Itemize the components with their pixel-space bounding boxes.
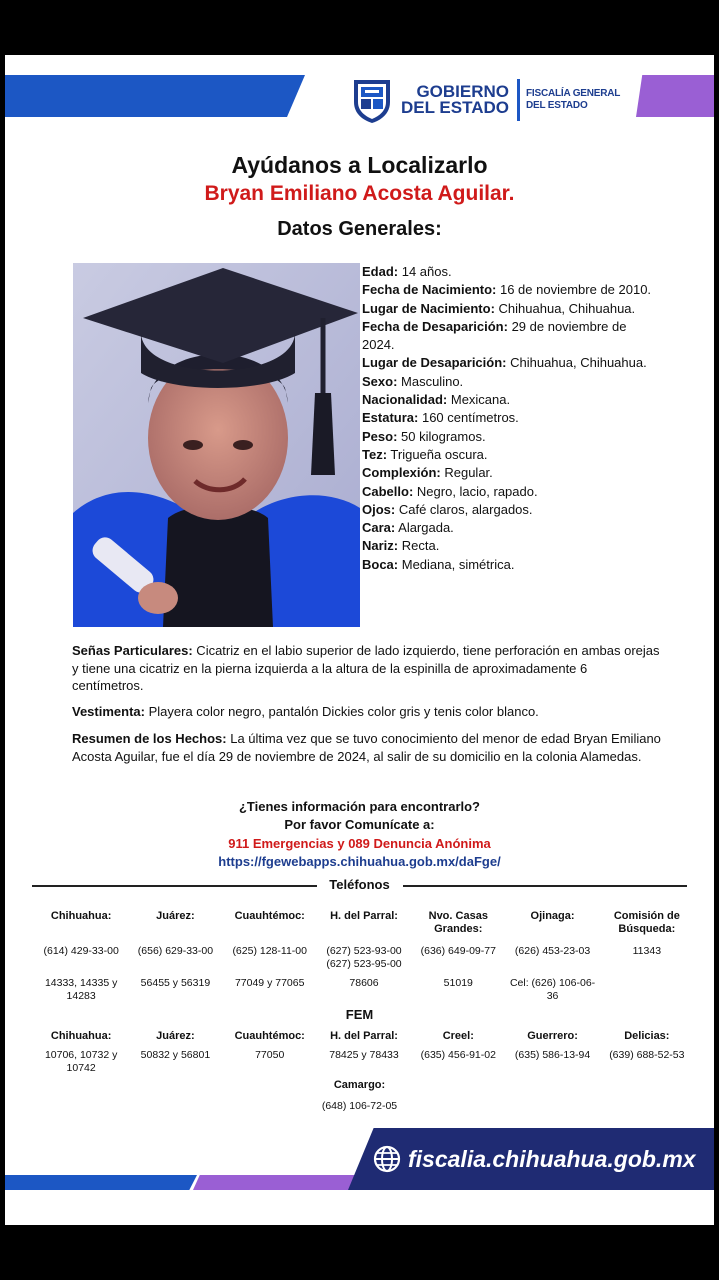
missing-person-name: Bryan Emiliano Acosta Aguilar. (204, 182, 515, 205)
clothing: Vestimenta: Playera color negro, pantalón Dickies color gris y tenis color blanco. (72, 704, 539, 719)
detail-birth-place: Lugar de Nacimiento: Chihuahua, Chihuahua. (362, 300, 636, 316)
poster-title: Ayúdanos a Localizarlo (231, 152, 488, 178)
detail-mouth: Boca: Mediana, simétrica. (362, 556, 515, 572)
fem-number: 78425 y 78433 (329, 1049, 399, 1061)
fem-city-header: Cuauhtémoc: (234, 1030, 305, 1042)
fem-number: (639) 688-52-53 (609, 1049, 685, 1061)
phone-number: (626) 453-23-03 (514, 945, 591, 957)
phone-city-header: Chihuahua: (50, 910, 112, 922)
phone-city-header: Cuauhtémoc: (234, 910, 305, 922)
contact-question: ¿Tienes información para encontrarlo? (238, 799, 481, 814)
detail-build: Complexión: Regular. (362, 465, 493, 481)
phone-city-header: H. del Parral: (330, 910, 398, 922)
missing-person-poster (5, 55, 714, 1225)
phone-number: (656) 629-33-00 (137, 945, 214, 957)
fem-number: 77050 (255, 1049, 285, 1061)
fem-city-header: Delicias: (624, 1030, 670, 1042)
section-subtitle: Datos Generales: (277, 218, 442, 240)
footer-purple-stripe (193, 1175, 363, 1190)
government-logo (351, 75, 620, 125)
phone-city-header: Nvo. Casas Grandes: (428, 910, 488, 935)
fge-line1: FISCALÍA GENERAL (526, 88, 621, 99)
state-shield-icon (351, 76, 393, 124)
phone-number: (636) 649-09-77 (420, 945, 496, 957)
footer-blue-stripe (5, 1175, 197, 1190)
detail-height: Estatura: 160 centímetros. (362, 410, 519, 426)
phones-ext-row (34, 977, 694, 1003)
fem-number: 10706, 10732 y 10742 (44, 1049, 118, 1074)
fem-number: (635) 456-91-02 (420, 1049, 496, 1061)
camargo-phone: (648) 106-72-05 (321, 1100, 398, 1112)
header-blue-stripe (5, 75, 305, 117)
report-link[interactable]: https://fgewebapps.chihuahua.gob.mx/daFge/ (218, 854, 501, 869)
website-text[interactable]: fiscalia.chihuahua.gob.mx (408, 1145, 696, 1172)
phone-city-header: Ojinaga: (530, 910, 575, 922)
facts-summary: Resumen de los Hechos: La última vez que se tuvo conocimiento del menor de edad Bryan Emiliano Acosta Aguilar, fue el día 29 de noviembre de 2024, al salir de su domicilio en la colonia Alamedas. (72, 731, 661, 764)
fem-city-header: H. del Parral: (330, 1030, 398, 1042)
phone-extension (600, 977, 694, 1003)
detail-hair: Cabello: Negro, lacio, rapado. (362, 483, 538, 499)
detail-weight: Peso: 50 kilogramos. (362, 428, 486, 444)
phones-row (34, 945, 694, 971)
phone-extension: 56455 y 56319 (140, 977, 211, 989)
detail-birth-date: Fecha de Nacimiento: 16 de noviembre de 2010. (362, 282, 652, 298)
gov-line1: GOBIERNO (416, 82, 509, 101)
detail-nationality: Nacionalidad: Mexicana. (362, 392, 511, 408)
phone-extension: 77049 y 77065 (234, 977, 305, 989)
phone-number: (625) 128-11-00 (232, 945, 307, 957)
phone-city-header: Comisión de Búsqueda: (613, 910, 680, 935)
footer-website[interactable] (373, 1145, 696, 1173)
detail-nose: Nariz: Recta. (362, 538, 440, 554)
gov-line2: DEL ESTADO (401, 98, 509, 117)
header-purple-stripe (636, 75, 714, 117)
fem-header-row (34, 1030, 694, 1043)
fem-city-header: Creel: (442, 1030, 474, 1042)
fem-city-header: Chihuahua: (50, 1030, 112, 1042)
fem-number: 50832 y 56801 (140, 1049, 211, 1061)
camargo-label: Camargo: (333, 1079, 386, 1091)
detail-disappearance-place: Lugar de Desaparición: Chihuahua, Chihuahua. (362, 355, 647, 371)
phone-extension: 51019 (443, 977, 473, 989)
detail-eyes: Ojos: Café claros, alargados. (362, 501, 533, 517)
phone-extension: 78606 (349, 977, 379, 989)
detail-disappearance-date: Fecha de Desaparición: 29 de noviembre de 2024. (362, 318, 627, 353)
phone-number: (627) 523-93-00 (627) 523-95-00 (326, 945, 402, 970)
detail-sex: Sexo: Masculino. (362, 373, 464, 389)
detail-skin: Tez: Trigueña oscura. (362, 446, 488, 462)
fge-line2: DEL ESTADO (526, 100, 588, 111)
phones-header-row (34, 910, 694, 936)
general-details (362, 263, 662, 574)
phone-extension: 14333, 14335 y 14283 (44, 977, 118, 1002)
fem-number: (635) 586-13-94 (514, 1049, 591, 1061)
particular-marks: Señas Particulares: Cicatriz en el labio superior de lado izquierdo, tiene perforación en ambas orejas y tiene una cicatriz en la pierna izquierda a la altura de la espinilla de aproximadamente 6 centímetros. (72, 643, 660, 693)
globe-icon (373, 1145, 401, 1173)
phone-number: 11343 (632, 945, 662, 957)
phone-number: (614) 429-33-00 (43, 945, 119, 957)
emergency-numbers: 911 Emergencias y 089 Denuncia Anónima (228, 836, 491, 851)
logo-divider (517, 79, 520, 121)
fem-title: FEM (345, 1007, 374, 1022)
phone-extension: Cel: (626) 106-06-36 (509, 977, 596, 1002)
detail-face: Cara: Alargada. (362, 520, 454, 536)
fem-city-header: Juárez: (156, 1030, 195, 1042)
person-photo (73, 263, 360, 627)
phones-title: Teléfonos (329, 877, 390, 892)
fem-row (34, 1049, 694, 1075)
fem-city-header: Guerrero: (527, 1030, 578, 1042)
phone-city-header: Juárez: (156, 910, 195, 922)
contact-request: Por favor Comunícate a: (284, 817, 435, 832)
detail-age: Edad: 14 años. (362, 264, 452, 279)
